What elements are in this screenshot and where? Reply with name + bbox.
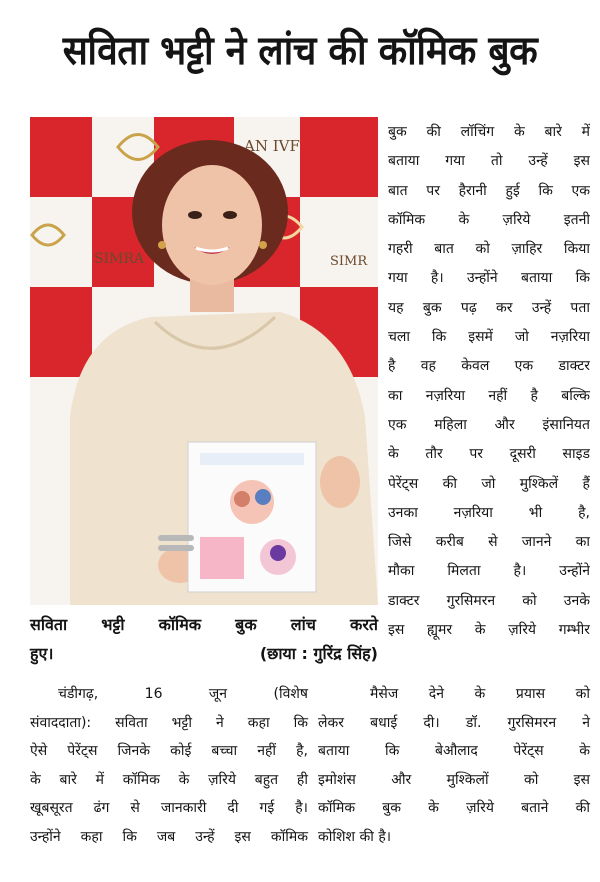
right-column-line: चला कि इसमें जो नज़रिया [388, 329, 590, 346]
photo-illustration [30, 117, 378, 605]
right-column-line: का नज़रिया नहीं है बल्कि [388, 387, 590, 404]
body-right-line: कोशिश की है। [318, 828, 392, 845]
photo-caption [30, 610, 378, 668]
caption-line-2 [30, 639, 378, 668]
right-column-line: मौका मिलता है। उन्होंने [388, 563, 590, 580]
right-column-line: जिसे करीब से जानने का [388, 534, 590, 551]
right-column-line: बुक की लॉचिंग के बारे में [388, 124, 590, 140]
body-right-line: मैसेज देने के प्रयास को [370, 686, 590, 702]
body-right-line: कॉमिक बुक के ज़रिये बताने की [318, 800, 590, 816]
backdrop-brand-1: AN IVF [244, 137, 300, 155]
backdrop-brand-3: SIMR [330, 254, 368, 269]
body-left-line: के बारे में कॉमिक के ज़रिये बहुत ही [30, 771, 308, 788]
body-right-line: इमोशंस और मुश्किलों को इस [318, 771, 590, 788]
body-left-line: उन्होंने कहा कि जब उन्हें इस कॉमिक [30, 828, 308, 845]
body-left-line: खूबसूरत ढंग से जानकारी दी गई है। [30, 800, 308, 816]
backdrop-brand-2: SIMRA [94, 251, 145, 267]
body-right-line: लेकर बधाई दी। डॉ. गुरसिमरन ने [318, 714, 590, 731]
right-column-line: यह बुक पढ़ कर उन्हें पता [388, 299, 590, 316]
right-column-line: उनका नज़रिया भी है, [388, 504, 590, 521]
photo-credit: (छाया : गुरिंद्र सिंह) [259, 644, 378, 663]
right-column-text [388, 118, 590, 645]
right-column-line: है वह केवल एक डाक्टर [388, 358, 590, 375]
right-column-line: गया है। उन्होंने बताया कि [388, 270, 590, 287]
right-column-line: इस ह्यूमर के ज़रिये गम्भीर [388, 622, 590, 639]
body-left-line: ऐसे पेरेंट्स जिनके कोई बच्चा नहीं है, [30, 743, 308, 759]
right-column-line: बताया गया तो उन्हें इस [388, 153, 590, 170]
right-column-line: डाक्टर गुरसिमरन को उनके [388, 592, 590, 609]
right-column-line: बात पर हैरानी हुई कि एक [388, 182, 590, 199]
article-photo [30, 117, 378, 605]
right-column-line: कॉमिक के ज़रिये इतनी [388, 211, 590, 228]
caption-line-1: सविता भट्टी कॉमिक बुक लांच करते [30, 615, 378, 634]
body-left-line: चंडीगढ़, 16 जून (विशेष [58, 686, 308, 702]
right-column-line: के तौर पर दूसरी साइड [388, 446, 590, 463]
body-left-line: संवाददाता): सविता भट्टी ने कहा कि [30, 714, 308, 731]
caption-line-2-text: हुए। [30, 644, 54, 663]
right-column-line: गहरी बात को ज़ाहिर किया [388, 241, 590, 258]
right-column-line: एक महिला और इंसानियत [388, 416, 590, 433]
right-column-line: पेरेंट्स की जो मुश्किलें हैं [388, 475, 590, 492]
comic-book [188, 442, 316, 592]
headline: सविता भट्टी ने लांच की कॉमिक बुक [62, 28, 538, 74]
body-right-line: बताया कि बेऔलाद पेरेंट्स के [318, 743, 590, 759]
